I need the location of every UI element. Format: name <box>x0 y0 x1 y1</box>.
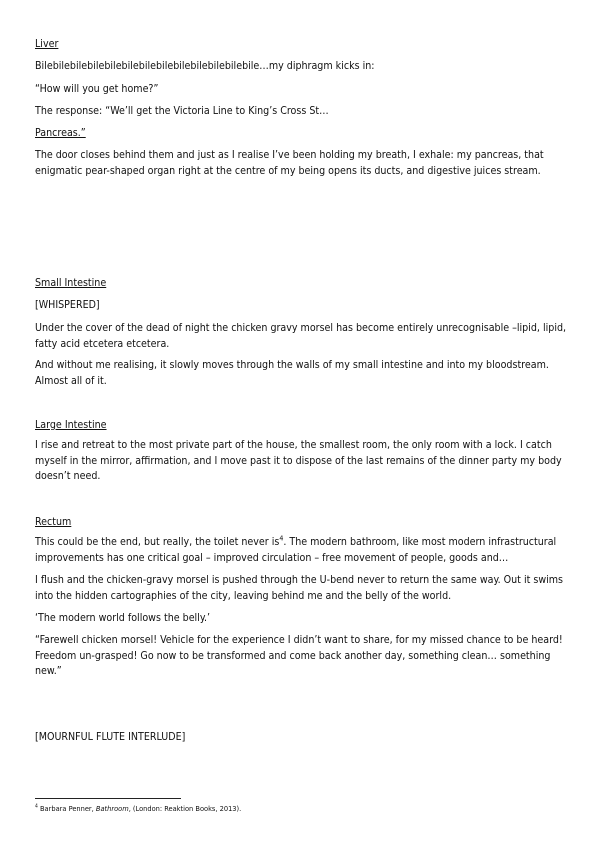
footnote-text-end: , (London: Reaktion Books, 2013). <box>128 804 242 813</box>
pancreas-heading: Pancreas.” <box>35 127 86 139</box>
rectum-paragraph-2: I flush and the chicken-gravy morsel is pushed through the U-bend never to return the same way. Out it swims into the hidden cartographies of the city, leaving behind me and the belly of the world. <box>35 574 564 602</box>
rectum-heading: Rectum <box>35 516 72 528</box>
footnote-number: 4 <box>35 803 38 810</box>
rectum-paragraph-4: “Farewell chicken morsel! Vehicle for the experience I didn’t want to share, for my missed chance to be heard! Freedom un-grasped! Go now to be transformed and come back another day, something clean… something new.” <box>35 634 563 677</box>
large-intestine-heading: Large Intestine <box>35 419 107 431</box>
small-intestine-heading: Small Intestine <box>35 277 107 289</box>
large-intestine-paragraph: I rise and retreat to the most private part of the house, the smallest room, the only room with a lock. I catch myself in the mirror, affirmation, and I move past it to dispose of the last remains of the dinner party my body doesn’t need. <box>35 439 562 482</box>
liver-line-2: “How will you get home?” <box>35 83 159 95</box>
footnote-text-start: Barbara Penner, <box>37 804 96 813</box>
small-intestine-paragraph-2: And without me realising, it slowly moves through the walls of my small intestine and into my bloodstream. Almost all of it. <box>35 359 549 387</box>
small-intestine-paragraph-1: Under the cover of the dead of night the chicken gravy morsel has become entirely unrecognisable –lipid, lipid, fatty acid etcetera etcetera. <box>35 322 567 350</box>
footnote <box>35 804 241 814</box>
pancreas-paragraph: The door closes behind them and just as I realise I’ve been holding my breath, I exhale: my pancreas, that enigmatic pear-shaped organ right at the centre of my being opens its ducts, and digestive juices stream. <box>35 149 544 177</box>
liver-heading: Liver <box>35 38 59 50</box>
rectum-paragraph-1-start: This could be the end, but really, the toilet never is <box>35 536 280 548</box>
rectum-paragraph-3: ‘The modern world follows the belly.’ <box>35 612 211 624</box>
stage-direction-whispered: [WHISPERED] <box>35 299 100 311</box>
stage-direction-interlude: [MOURNFUL FLUTE INTERLUDE] <box>35 731 186 743</box>
footnote-reference: 4 <box>279 534 284 543</box>
liver-line-1: Bilebilebilebilebilebilebilebilebilebilebilebilebile…my diphragm kicks in: <box>35 60 375 72</box>
footnote-divider <box>35 798 181 799</box>
rectum-paragraph-1 <box>35 535 570 566</box>
rectum-paragraph-1-end: . The modern bathroom, like most modern infrastructural improvements has one critical goal – improved circulation – free movement of people, goods and… <box>35 536 557 564</box>
liver-line-3: The response: “We’ll get the Victoria Line to King’s Cross St… <box>35 105 329 117</box>
footnote-book-title: Bathroom <box>95 804 129 813</box>
